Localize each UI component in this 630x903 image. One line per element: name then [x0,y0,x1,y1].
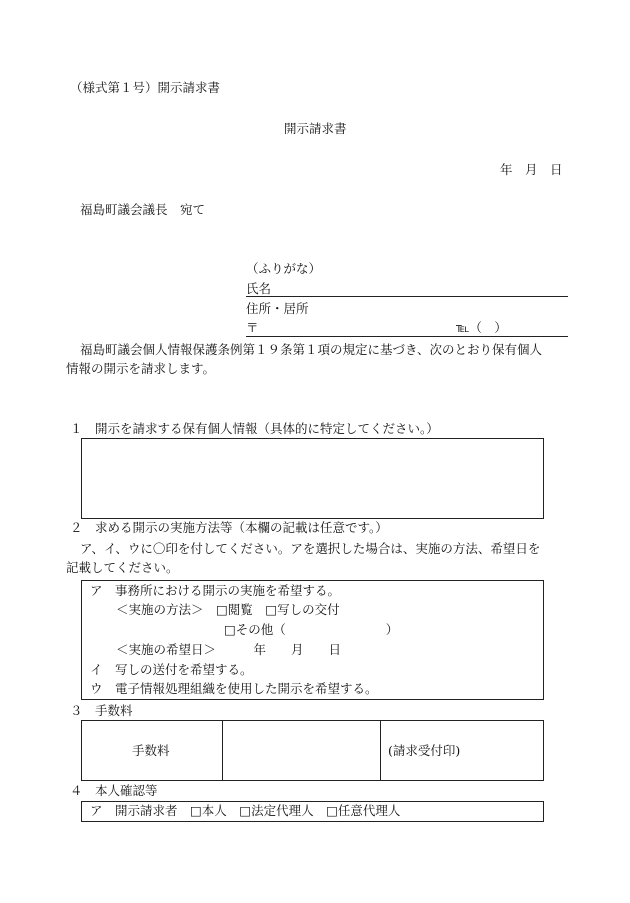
form-number: （様式第１号）開示請求書 [70,80,221,95]
section4-heading: ４ 本人確認等 [70,783,158,798]
address-field[interactable] [246,336,568,337]
document-title: 開示請求書 [284,121,347,136]
method-other[interactable]: □その他（ ） [224,622,399,637]
identity-box [81,801,544,822]
fee-divider-1 [222,721,223,780]
fee-table [81,720,544,781]
section2-heading: ２ 求める開示の実施方法等（本欄の記載は任意です。） [70,520,388,535]
option-c-electronic[interactable]: ウ 電子情報処理組織を使用した開示を希望する。 [90,681,378,696]
option-a-office[interactable]: ア 事務所における開示の実施を希望する。 [90,583,341,598]
personal-info-field[interactable] [81,438,544,519]
method-options[interactable]: ＜実施の方法＞ □閲覧 □写しの交付 [116,602,340,617]
section2-note-1: ア、イ、ウに〇印を付してください。アを選択した場合は、実施の方法、希望日を [80,541,541,556]
desired-date[interactable]: ＜実施の希望日＞ 年 月 日 [116,642,342,657]
date-field[interactable]: 年 月 日 [500,162,563,177]
tel-label: ℡（ ） [456,320,507,335]
method-box [81,580,544,700]
section1-heading: １ 開示を請求する保有個人情報（具体的に特定してください。） [70,421,439,436]
postal-mark: 〒 [246,320,259,335]
fee-label: 手数料 [132,743,170,758]
section3-heading: ３ 手数料 [70,703,133,718]
intro-line-1: 福島町議会個人情報保護条例第１９条第１項の規定に基づき、次のとおり保有個人 [80,342,543,357]
address-label: 住所・居所 [246,301,309,316]
furigana-label: （ふりがな） [246,261,322,276]
name-field[interactable] [246,296,568,297]
stamp-label: (請求受付印) [388,743,461,758]
addressee: 福島町議会議長 宛て [80,202,206,217]
name-label: 氏名 [246,281,272,296]
intro-line-2: 情報の開示を請求します。 [66,361,216,376]
section2-note-2: 記載してください。 [66,560,179,575]
identity-options[interactable]: ア 開示請求者 □本人 □法定代理人 □任意代理人 [90,803,401,818]
option-b-mail[interactable]: イ 写しの送付を希望する。 [90,662,253,677]
fee-divider-2 [380,721,381,780]
